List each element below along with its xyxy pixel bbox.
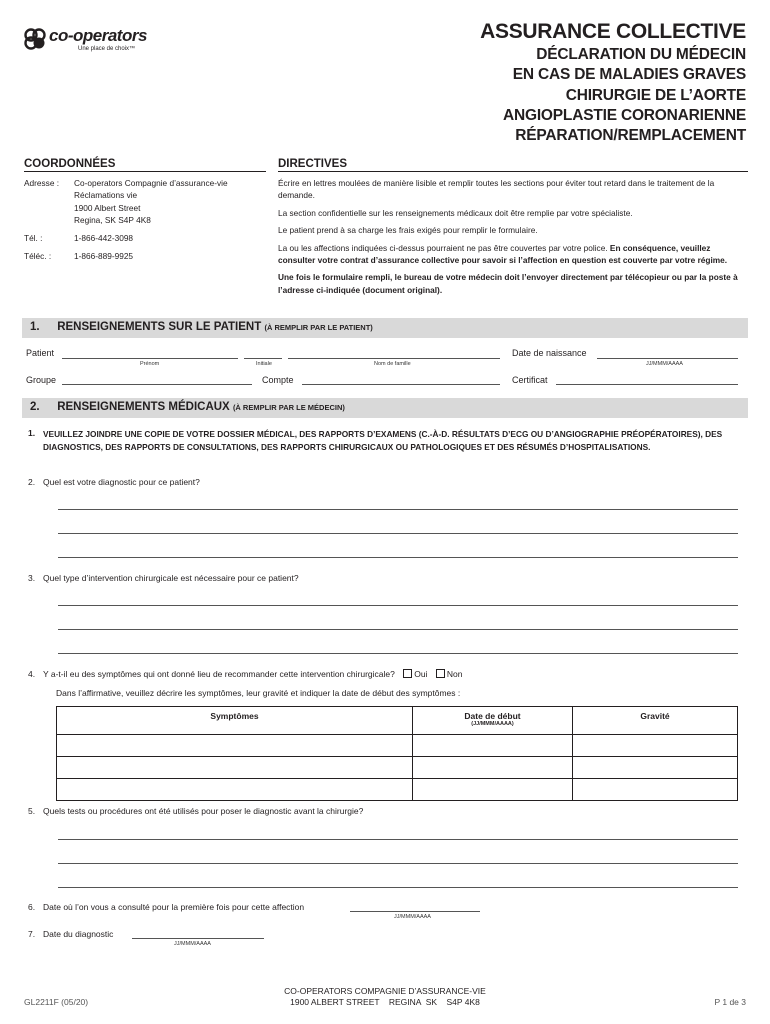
question-number: 3. bbox=[28, 573, 36, 583]
footer-address bbox=[0, 986, 770, 1008]
tel-value: 1-866-442-3098 bbox=[74, 233, 134, 243]
section-note: (À REMPLIR PAR LE MÉDECIN) bbox=[232, 403, 345, 412]
adresse-line: Co-operators Compagnie d’assurance-vie bbox=[74, 178, 228, 188]
table-row bbox=[57, 757, 738, 779]
patient-label: Patient bbox=[26, 348, 55, 358]
directive-bold-text: En conséquence, veuillez consulter votre contrat d’assurance collective pour savoir si l’affection en question est couverte par votre régime. bbox=[278, 242, 728, 266]
directive-paragraph: Le patient prend à sa charge les frais exigés pour remplir le formulaire. bbox=[278, 225, 538, 236]
patient-last-name-field[interactable] bbox=[288, 348, 500, 359]
adresse-block bbox=[74, 177, 228, 227]
form-subtitle-line: DÉCLARATION DU MÉDECIN bbox=[536, 46, 746, 63]
section-2-header bbox=[22, 398, 748, 418]
tests-answer-line[interactable] bbox=[58, 878, 738, 888]
first-consult-date-field[interactable] bbox=[350, 902, 480, 912]
date-cell[interactable] bbox=[413, 779, 573, 801]
question-number: 5. bbox=[28, 806, 36, 816]
groupe-field[interactable] bbox=[62, 374, 252, 385]
telec-label: Téléc. : bbox=[24, 251, 52, 261]
question-6-text: Date où l’on vous a consulté pour la première fois pour cette affection bbox=[43, 902, 305, 912]
co-operators-logo-icon bbox=[22, 26, 48, 52]
tests-answer-line[interactable] bbox=[58, 854, 738, 864]
adresse-line: Regina, SK S4P 4K8 bbox=[74, 215, 151, 226]
table-row bbox=[57, 735, 738, 757]
gravite-cell[interactable] bbox=[573, 779, 738, 801]
question-1-text: VEUILLEZ JOINDRE UNE COPIE DE VOTRE DOSSIER MÉDICAL, DES RAPPORTS D’EXAMENS (C.-À-D. RÉSULTATS D’ECG OU D’ANGIOGRAPHIE PRÉOPÉRATOIRES), DES DIAGNOSTICS, DES RAPPORTS DE CONSULTATIONS, DES RAPPORTS CHIRURGICAUX OU PATHOLOGIQUES ET DES RÉSUMÉS D’HOSPITALISATIONS. bbox=[43, 429, 723, 452]
question-5-text: Quels tests ou procédures ont été utilisés pour poser le diagnostic avant la chirurgie? bbox=[43, 806, 364, 816]
question-4-text: Y a-t-il eu des symptômes qui ont donné lieu de recommander cette intervention chirurgicale? bbox=[43, 669, 395, 679]
question-number: 1. bbox=[28, 428, 36, 438]
non-checkbox[interactable] bbox=[436, 669, 445, 678]
date-cell[interactable] bbox=[413, 735, 573, 757]
directive-text: La ou les affections indiquées ci-dessus pourraient ne pas être couvertes par votre police. bbox=[278, 242, 610, 253]
compte-field[interactable] bbox=[302, 374, 500, 385]
gravite-cell[interactable] bbox=[573, 735, 738, 757]
section-title: RENSEIGNEMENTS SUR LE PATIENT bbox=[57, 321, 262, 333]
form-code: GL2211F (05/20) bbox=[24, 997, 89, 1007]
directive-paragraph bbox=[278, 242, 748, 267]
certificat-label: Certificat bbox=[512, 375, 548, 385]
tel-label: Tél. : bbox=[24, 233, 43, 243]
dob-caption: JJ/MMM/AAAA bbox=[646, 361, 683, 367]
question-4-subtext: Dans l’affirmative, veuillez décrire les symptômes, leur gravité et indiquer la date de début des symptômes : bbox=[56, 688, 461, 698]
non-label: Non bbox=[446, 669, 463, 679]
form-title-block bbox=[480, 20, 746, 146]
telec-value: 1-866-889-9925 bbox=[74, 251, 134, 261]
adresse-line: Réclamations vie bbox=[74, 190, 138, 201]
question-number: 7. bbox=[28, 929, 36, 939]
diagnostic-answer-line[interactable] bbox=[58, 524, 738, 534]
coordonnees-heading: COORDONNÉES bbox=[24, 158, 266, 172]
prenom-caption: Prénom bbox=[140, 361, 160, 367]
table-row bbox=[57, 779, 738, 801]
gravite-cell[interactable] bbox=[573, 757, 738, 779]
question-number: 6. bbox=[28, 902, 36, 912]
diagnostic-answer-line[interactable] bbox=[58, 548, 738, 558]
initiale-caption: Initiale bbox=[256, 361, 272, 367]
logo-tagline: Une place de choix™ bbox=[78, 46, 136, 52]
dob-field[interactable] bbox=[597, 348, 738, 359]
question-number: 2. bbox=[28, 477, 36, 487]
surgery-answer-line[interactable] bbox=[58, 620, 738, 630]
surgery-answer-line[interactable] bbox=[58, 596, 738, 606]
form-subtitle-line: RÉPARATION/REMPLACEMENT bbox=[515, 127, 746, 145]
symptom-cell[interactable] bbox=[57, 779, 413, 801]
coordonnees-section bbox=[24, 158, 266, 267]
form-subtitle-line: CHIRURGIE DE L’AORTE bbox=[565, 86, 746, 104]
directives-section bbox=[278, 158, 748, 296]
q6-date-caption: JJ/MMM/AAAA bbox=[394, 914, 431, 920]
symptom-cell[interactable] bbox=[57, 735, 413, 757]
diagnosis-date-field[interactable] bbox=[132, 929, 264, 939]
question-4-row bbox=[43, 669, 462, 679]
oui-checkbox[interactable] bbox=[403, 669, 412, 678]
dob-label: Date de naissance bbox=[512, 348, 587, 358]
groupe-label: Groupe bbox=[26, 375, 57, 385]
directives-heading: DIRECTIVES bbox=[278, 158, 748, 172]
adresse-line: 1900 Albert Street bbox=[74, 202, 141, 213]
section-title: RENSEIGNEMENTS MÉDICAUX bbox=[57, 401, 230, 413]
section-1-header bbox=[22, 318, 748, 338]
directive-paragraph: Une fois le formulaire rempli, le bureau de votre médecin doit l’envoyer directement par télécopieur ou par la poste à l’adresse ci-indiquée (document original). bbox=[278, 272, 738, 295]
symptomes-header: Symptômes bbox=[57, 707, 413, 735]
logo-brand-text: co-operators bbox=[49, 26, 147, 45]
question-7-text: Date du diagnostic bbox=[43, 929, 114, 939]
compte-label: Compte bbox=[262, 375, 294, 385]
oui-label: Oui bbox=[414, 669, 428, 679]
tests-answer-line[interactable] bbox=[58, 830, 738, 840]
question-3-text: Quel type d’intervention chirurgicale est nécessaire pour ce patient? bbox=[43, 573, 299, 583]
symptoms-table bbox=[56, 706, 738, 801]
nom-caption: Nom de famille bbox=[374, 361, 411, 367]
footer-company: CO-OPERATORS COMPAGNIE D’ASSURANCE-VIE bbox=[284, 986, 486, 996]
question-2-text: Quel est votre diagnostic pour ce patient? bbox=[43, 477, 200, 487]
diagnostic-answer-line[interactable] bbox=[58, 500, 738, 510]
section-note: (À REMPLIR PAR LE PATIENT) bbox=[264, 323, 373, 332]
q7-date-caption: JJ/MMM/AAAA bbox=[174, 941, 211, 947]
footer-street: 1900 ALBERT STREET REGINA SK S4P 4K8 bbox=[290, 997, 480, 1007]
form-subtitle-line: ANGIOPLASTIE CORONARIENNE bbox=[502, 106, 746, 124]
directive-paragraph: La section confidentielle sur les renseignements médicaux doit être remplie par votre spécialiste. bbox=[278, 207, 633, 218]
page-number: P 1 de 3 bbox=[714, 997, 746, 1007]
company-logo bbox=[22, 26, 182, 62]
symptom-cell[interactable] bbox=[57, 757, 413, 779]
section-number: 2. bbox=[30, 401, 40, 413]
certificat-field[interactable] bbox=[556, 374, 738, 385]
surgery-answer-line[interactable] bbox=[58, 644, 738, 654]
date-debut-caption: (JJ/MMM/AAAA) bbox=[471, 721, 514, 727]
patient-first-name-field[interactable] bbox=[62, 348, 238, 359]
adresse-label: Adresse : bbox=[24, 178, 60, 188]
patient-initial-field[interactable] bbox=[244, 348, 282, 359]
form-subtitle-line: EN CAS DE MALADIES GRAVES bbox=[512, 66, 746, 84]
section-number: 1. bbox=[30, 321, 40, 333]
gravite-header: Gravité bbox=[573, 707, 738, 735]
date-cell[interactable] bbox=[413, 757, 573, 779]
date-debut-header-label: Date de début bbox=[464, 711, 521, 721]
date-debut-header bbox=[413, 707, 573, 735]
form-title: ASSURANCE COLLECTIVE bbox=[480, 20, 746, 43]
directive-paragraph: Écrire en lettres moulées de manière lisible et remplir toutes les sections pour éviter tout retard dans le traitement de la demande. bbox=[278, 178, 715, 201]
question-number: 4. bbox=[28, 669, 36, 679]
